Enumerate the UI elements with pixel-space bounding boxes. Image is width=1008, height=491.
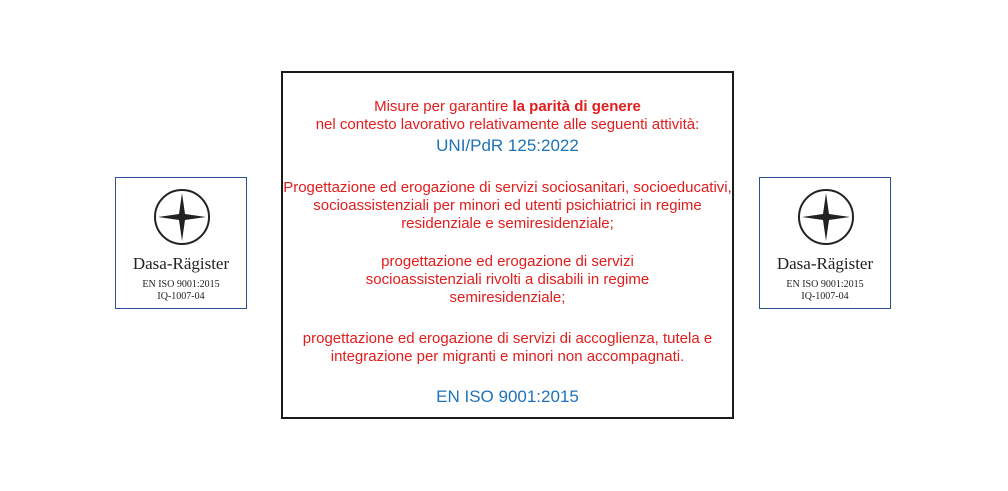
certification-standard: EN ISO 9001:2015 bbox=[786, 279, 864, 290]
activity-item-3: progettazione ed erogazione di servizi di accoglienza, tutela e integrazione per migranti e minori non accompagnati. bbox=[302, 330, 713, 365]
certification-standard: EN ISO 9001:2015 bbox=[142, 279, 220, 290]
standard-label-iso: EN ISO 9001:2015 bbox=[436, 387, 579, 406]
standard-label-pdr: UNI/PdR 125:2022 bbox=[436, 136, 579, 155]
certification-logo-left bbox=[115, 177, 247, 309]
certification-code: IQ-1007-04 bbox=[801, 291, 849, 302]
activity-item-2: progettazione ed erogazione di servizi socioassistenziali rivolti a disabili in regime semiresidenziale; bbox=[365, 253, 650, 306]
certification-name: Dasa-Rägister bbox=[132, 254, 230, 273]
certification-name: Dasa-Rägister bbox=[776, 254, 874, 273]
compass-star-icon bbox=[796, 187, 856, 247]
intro-bold: la parità di genere bbox=[512, 98, 641, 115]
intro-text bbox=[283, 98, 732, 134]
compass-star-icon bbox=[152, 187, 212, 247]
certification-code: IQ-1007-04 bbox=[157, 291, 205, 302]
intro-prefix: Misure per garantire bbox=[374, 98, 513, 115]
intro-suffix: nel contesto lavorativo relativamente alle seguenti attività: bbox=[315, 116, 700, 133]
certification-logo-right bbox=[759, 177, 891, 309]
activity-item-1: Progettazione ed erogazione di servizi sociosanitari, socioeducativi, socioassistenziali per minori ed utenti psichiatrici in regime residenziale e semiresidenziale; bbox=[283, 179, 732, 232]
certification-scope-box bbox=[281, 71, 734, 419]
